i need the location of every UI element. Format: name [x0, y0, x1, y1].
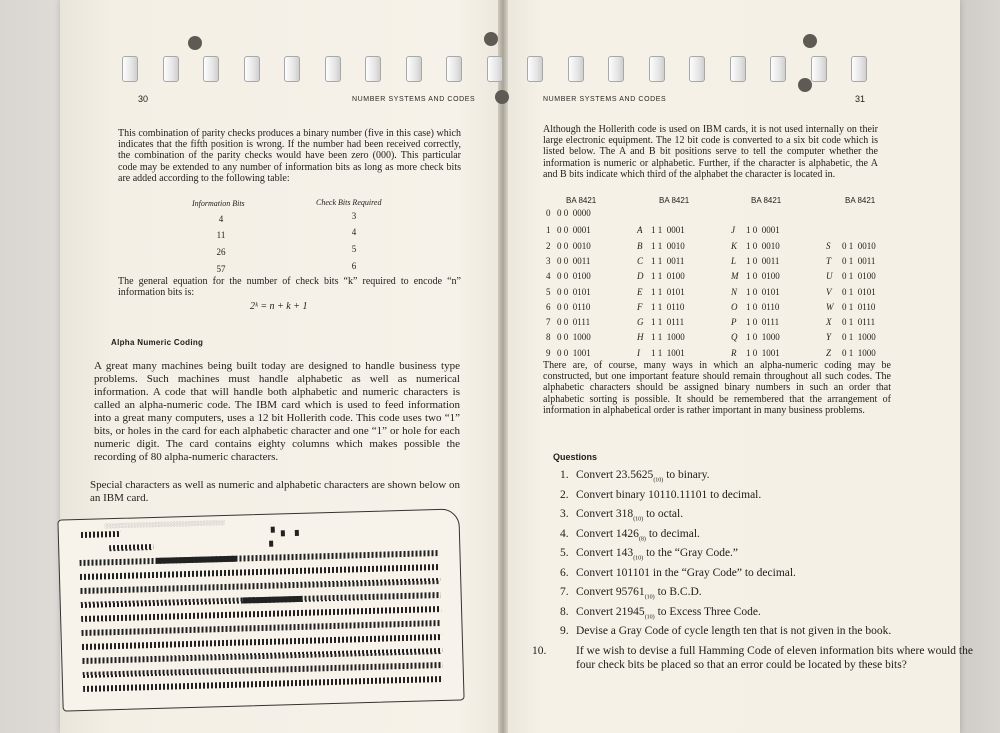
book-gutter [498, 0, 508, 733]
binding-coil [325, 56, 341, 82]
code-cell: 0 1 0111 [842, 317, 876, 328]
card-punch-row [80, 564, 440, 580]
question-text-end: to the “Gray Code.” [643, 547, 739, 559]
section-paragraph: A great many machines being built today are designed to handle business type problems. Such machines must handle alphabetic as well as numerical information. A code that will handle both alphabetic and numeric characters is called an alpha-numeric code. The IBM card which is used to feed information into a great many computers, uses a 12 bit Hollerith code. This code uses two “1” bits, or holes in the card for each alphabetic character and one “1” or hole for each numeric digit. The card contains eighty columns which makes possible the recording of 80 alpha-numeric characters. [94, 360, 460, 463]
code-cell: J [731, 225, 735, 236]
code-cell: X [826, 317, 832, 328]
question-number: 2. [560, 488, 569, 501]
code-cell: 8 [546, 332, 551, 343]
code-cell: 0 1 0011 [842, 255, 876, 266]
binding-coil [487, 56, 503, 82]
code-cell: 0 1 0101 [842, 286, 876, 297]
question-number: 8. [560, 605, 569, 618]
question-text: Convert 143 [576, 547, 634, 559]
code-cell: 1 0 0110 [746, 301, 780, 312]
code-cell: 1 0 0100 [746, 271, 780, 282]
binding-coil [122, 56, 138, 82]
binding-coil [203, 56, 219, 82]
binding-coil [365, 56, 381, 82]
code-cell: 5 [546, 286, 551, 297]
code-cell: 1 1 0011 [651, 255, 685, 266]
table-header-check-bits: Check Bits Required [316, 198, 382, 207]
question-text: If we wish to devise a full Hamming Code of eleven information bits where would the four check bits be placed so that an error could be located by these bits? [576, 644, 973, 671]
code-cell: 1 1 0001 [651, 225, 685, 236]
binding-coil [446, 56, 462, 82]
question-item [560, 546, 955, 565]
code-cell: 2 [546, 240, 551, 251]
code-cell: 1 1 0010 [651, 240, 685, 251]
code-cell: 0 0 0101 [557, 286, 591, 297]
code-cell: 1 0 0101 [746, 286, 780, 297]
table-cell: 3 [351, 211, 357, 221]
section-title: Alpha Numeric Coding [111, 338, 204, 347]
code-cell: 0 0 1000 [557, 332, 591, 343]
code-cell: L [731, 255, 737, 266]
card-punch-row [109, 544, 153, 551]
code-cell: 9 [546, 347, 551, 358]
code-cell: Z [826, 347, 832, 358]
question-item [560, 488, 955, 502]
code-cell: K [731, 240, 738, 251]
question-number: 5. [560, 547, 569, 559]
equation-intro: The general equation for the number of check bits “k” required to encode “n” information bits is: [118, 276, 461, 299]
code-cell: 0 0 0111 [557, 317, 591, 328]
card-punch-row [83, 662, 443, 678]
card-punch-mark [271, 527, 275, 533]
question-item [560, 468, 955, 487]
question-number: 6. [560, 566, 569, 579]
left-running-head: NUMBER SYSTEMS AND CODES [352, 96, 476, 103]
code-cell: 6 [546, 301, 551, 312]
code-cell: 1 1 1001 [651, 347, 685, 358]
question-subscript: (10) [644, 594, 655, 601]
table-cell: 57 [216, 264, 226, 274]
code-cell: 0 1 1000 [842, 332, 876, 343]
binding-coil [811, 56, 827, 82]
question-number: 10. [532, 644, 547, 657]
question-number: 4. [560, 527, 569, 540]
question-number: 3. [560, 508, 569, 520]
code-cell: E [637, 286, 643, 297]
code-cell: 1 0 0010 [746, 240, 780, 251]
code-cell: 1 0 1000 [746, 332, 780, 343]
question-text: Convert 1426 [576, 527, 639, 540]
code-cell: 0 1 0110 [842, 301, 876, 312]
question-subscript: (10) [653, 477, 664, 484]
code-cell: H [637, 332, 644, 343]
code-cell: 0 0 0100 [557, 271, 591, 282]
code-cell: V [826, 286, 832, 297]
table-cell: 26 [216, 247, 226, 257]
binding-coil [406, 56, 422, 82]
code-cell: W [826, 301, 834, 312]
card-punch-mark [281, 530, 285, 536]
binding-hole [798, 78, 812, 92]
binding-coil [770, 56, 786, 82]
card-punch-row [82, 648, 442, 664]
card-caption: Special characters as well as numeric and alphabetic characters are shown below on an IBM card. [90, 479, 460, 504]
card-punch-mark [243, 596, 303, 604]
question-subscript: (10) [633, 555, 644, 562]
question-item [560, 605, 955, 624]
question-item [560, 507, 955, 526]
code-cell: N [731, 286, 738, 297]
code-cell: R [731, 347, 737, 358]
question-subscript: (10) [644, 613, 655, 620]
right-intro-paragraph: Although the Hollerith code is used on IBM cards, it is not used internally on their large electronic equipment. The 12 bit code is converted to a six bit code which is listed below. The A and B bit positions serve to tell the computer whether the information is numeric or alphabetic. Further, if the character is alphabetic, the A and B bits indicate which third of the alphabet the character is located in. [543, 124, 878, 180]
binding-hole [495, 90, 509, 104]
question-text: Convert 95761 [576, 586, 645, 598]
question-number: 1. [560, 469, 569, 481]
code-cell: 0 0 0110 [557, 301, 591, 312]
right-closing-paragraph: There are, of course, many ways in which an alpha-numeric coding may be constructed, but one important feature should remain throughout all such codes. The alphabetic characters should be assigned binary numbers in such an order that alphabetic sorting is possible. It should be remembered that the arrangement of information in alphabetical order is rather important in many business problems. [543, 360, 891, 416]
question-text-end: to decimal. [645, 527, 700, 540]
code-header: BA 8421 [566, 196, 597, 205]
code-cell: Q [731, 332, 738, 343]
binding-coil [851, 56, 867, 82]
question-text: Convert 23.5625 [576, 469, 654, 481]
code-cell: 1 0 1001 [746, 347, 780, 358]
code-cell: D [637, 271, 644, 282]
code-cell: 1 1 0100 [651, 271, 685, 282]
code-cell: 1 1 0101 [651, 286, 685, 297]
binding-coil [608, 56, 624, 82]
code-cell: 1 0 0001 [746, 225, 780, 236]
binding-coil [689, 56, 705, 82]
binding-coil [730, 56, 746, 82]
question-number: 9. [560, 625, 569, 637]
code-cell: G [637, 317, 644, 328]
question-number: 7. [560, 586, 569, 598]
table-header-info-bits: Information Bits [192, 199, 245, 208]
question-text-end: to binary. [663, 469, 710, 481]
code-cell: 0 1 0010 [842, 240, 876, 251]
question-item [560, 624, 955, 638]
code-cell: 0 0 0000 [557, 208, 591, 218]
table-cell: 6 [351, 261, 357, 271]
code-cell: U [826, 271, 833, 282]
question-text: Devise a Gray Code of cycle length ten that is not given in the book. [576, 625, 892, 637]
right-running-head: NUMBER SYSTEMS AND CODES [543, 96, 667, 103]
code-cell: 0 0 1001 [557, 347, 591, 358]
binding-coil [163, 56, 179, 82]
card-punch-mark [269, 541, 273, 547]
question-text: Convert 21945 [576, 605, 645, 618]
card-punch-mark [156, 556, 236, 564]
code-cell: S [826, 240, 831, 251]
code-cell: A [637, 225, 643, 236]
binding-coil [568, 56, 584, 82]
card-punch-row [81, 531, 121, 538]
questions-title: Questions [553, 452, 598, 462]
code-cell: 3 [546, 255, 551, 266]
right-page-number: 31 [855, 94, 866, 104]
code-cell: 0 0 0011 [557, 255, 591, 266]
code-header: BA 8421 [751, 196, 782, 205]
binding-hole [803, 34, 817, 48]
code-cell: 1 0 0011 [746, 255, 780, 266]
table-cell: 11 [216, 230, 226, 240]
question-subscript: (10) [633, 516, 644, 523]
code-cell: 1 0 0111 [746, 317, 780, 328]
question-text: Convert 101101 in the “Gray Code” to decimal. [576, 566, 796, 579]
binding-coil [244, 56, 260, 82]
left-page-number: 30 [138, 94, 149, 104]
code-cell: T [826, 255, 832, 266]
question-item [532, 644, 976, 672]
code-cell: C [637, 255, 644, 266]
background-right [960, 0, 1000, 733]
code-cell: 1 1 0110 [651, 301, 685, 312]
question-item [560, 585, 955, 604]
left-intro-paragraph: This combination of parity checks produces a binary number (five in this case) which indicates that the fifth position is wrong. If the number had been received correctly, the combination of the parity checks would have been zero (000). This particular code may be extended to any number of information bits as long as more check bits are added according to the following table: [118, 128, 461, 184]
question-text-end: to octal. [643, 508, 684, 520]
code-cell: 0 0 0010 [557, 240, 591, 251]
card-punch-row [82, 634, 442, 650]
card-punch-row [83, 676, 443, 692]
code-cell: 0 [546, 208, 551, 218]
code-cell: 0 1 0100 [842, 271, 876, 282]
card-punch-row [81, 620, 441, 636]
card-punch-row [80, 578, 440, 594]
card-printed-characters: ░░░░░░░░░░░░░░░░░░░░░░░░░░░░░░░░░░░░░░░░ [104, 519, 226, 530]
equation: 2ᵏ = n + k + 1 [250, 301, 308, 312]
question-item [560, 527, 955, 546]
question-text: Convert 318 [576, 508, 634, 520]
code-cell: 1 1 1000 [651, 332, 685, 343]
code-cell: 7 [546, 317, 551, 328]
table-cell: 4 [218, 214, 224, 224]
question-text-end: to Excess Three Code. [654, 605, 761, 618]
code-header: BA 8421 [845, 196, 876, 205]
question-item [560, 566, 955, 580]
card-punch-mark [295, 530, 299, 536]
binding-hole [484, 32, 498, 46]
table-cell: 5 [351, 244, 357, 254]
binding-coil [284, 56, 300, 82]
code-cell: O [731, 301, 738, 312]
code-cell: Y [826, 332, 832, 343]
question-text-end: to B.C.D. [654, 586, 702, 598]
question-text: Convert binary 10110.11101 to decimal. [576, 488, 762, 501]
card-punch-row [81, 606, 441, 622]
question-subscript: (8) [638, 535, 646, 542]
binding-coil [649, 56, 665, 82]
code-cell: 0 1 1000 [842, 347, 876, 358]
ibm-punch-card-illustration [57, 508, 464, 711]
code-cell: B [637, 240, 643, 251]
code-cell: M [731, 271, 739, 282]
code-cell: 4 [546, 271, 551, 282]
code-cell: F [637, 301, 643, 312]
code-cell: 0 0 0001 [557, 225, 591, 236]
code-cell: 1 1 0111 [651, 317, 685, 328]
binding-coil [527, 56, 543, 82]
binding-hole [188, 36, 202, 50]
spiral-binding [110, 40, 890, 100]
code-header: BA 8421 [659, 196, 690, 205]
code-cell: 1 [546, 225, 551, 236]
table-cell: 4 [351, 227, 357, 237]
code-cell: P [731, 317, 737, 328]
code-cell: I [637, 347, 640, 358]
card-punch-row [80, 550, 440, 566]
